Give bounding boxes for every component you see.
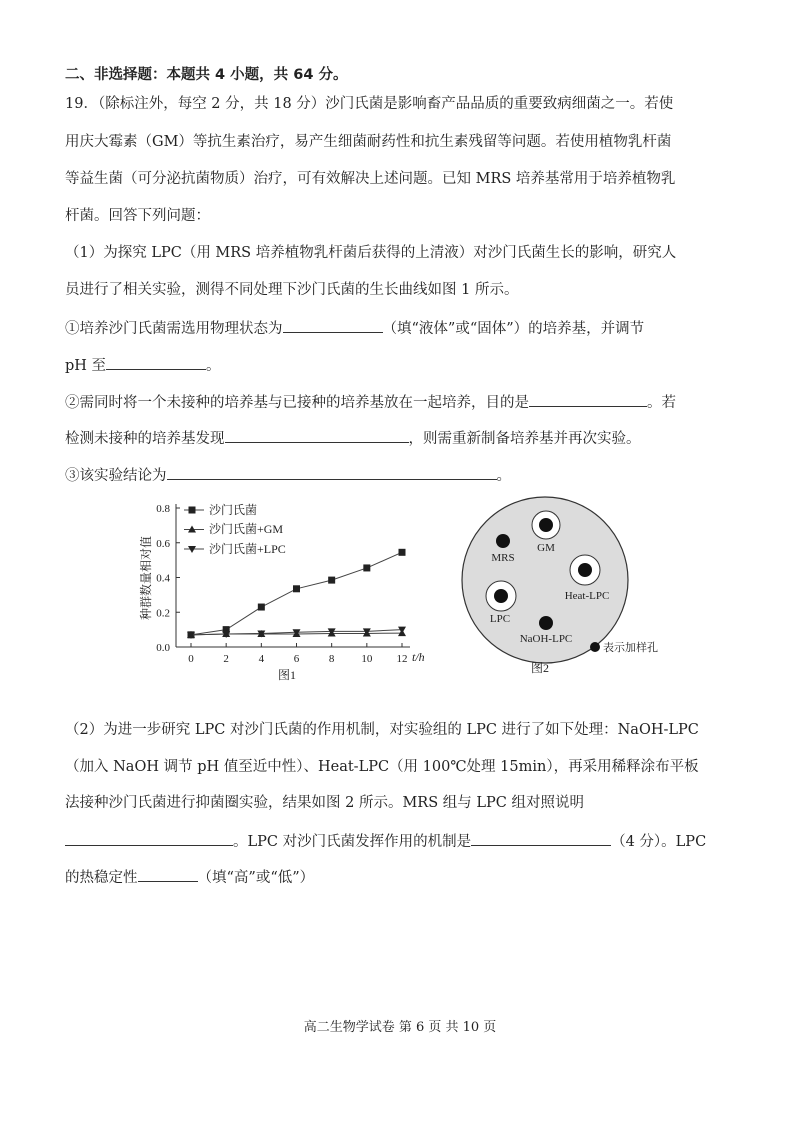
marker-square [293, 585, 300, 592]
section-title: 二、非选择题：本题共 4 小题，共 64 分。 [65, 67, 348, 83]
marker-square [328, 577, 335, 584]
y-tick-label: 0.0 [156, 642, 170, 654]
answer-blank-7[interactable] [471, 830, 611, 846]
question-line: （1）为探究 LPC（用 MRS 培养植物乳杆菌后获得的上清液）对沙门氏菌生长的影响，研究人 [65, 245, 677, 261]
y-tick-label: 0.4 [156, 572, 170, 585]
answer-blank-8[interactable] [138, 866, 198, 882]
question-line: 员进行了相关实验，测得不同处理下沙门氏菌的生长曲线如图 1 所示。 [65, 282, 519, 298]
well-label: MRS [491, 552, 515, 564]
q1a2-text-post: 。 [206, 358, 221, 374]
marker-square [363, 564, 370, 571]
well-label: LPC [489, 613, 511, 625]
question-2-line: （2）为进一步研究 LPC 对沙门氏菌的作用机制，对实验组的 LPC 进行了如下处理：NaOH-LPC [65, 722, 699, 738]
legend-label: 沙门氏菌+LPC [209, 542, 286, 556]
q1b2-text-post: ，则需重新制备培养基并再次实验。 [408, 431, 641, 447]
series-line [191, 552, 402, 635]
y-tick-label: 0.6 [156, 537, 170, 550]
well-dot [539, 616, 553, 630]
chart-legend [184, 502, 286, 556]
y-axis-label: 种群数量相对值 [139, 535, 153, 621]
figure-2-caption: 图2 [530, 661, 550, 675]
q1b-text-post: 。若 [647, 395, 676, 411]
x-tick-label: 0 [188, 653, 194, 665]
answer-blank-6[interactable] [65, 830, 233, 846]
marker-square [189, 507, 196, 514]
q2e-text: 的热稳定性 [65, 870, 138, 886]
marker-square [399, 549, 406, 556]
q2d-text-post: （4 分）。LPC [611, 834, 707, 850]
x-axis-label: t/h [412, 650, 425, 664]
y-tick-label: 0.2 [156, 607, 170, 620]
marker-square [258, 604, 265, 611]
q1c-text-post: 。 [496, 468, 511, 484]
x-tick-label: 10 [361, 653, 373, 665]
question-line: 等益生菌（可分泌抗菌物质）治疗，可有效解决上述问题。已知 MRS 培养基常用于培养植物乳 [65, 171, 676, 187]
well-legend-icon [590, 642, 600, 652]
well-dot [494, 589, 508, 603]
well-label: NaOH-LPC [519, 633, 573, 645]
q1a-text-post: （填“液体”或“固体”）的培养基，并调节 [382, 321, 645, 337]
q2e-text-post: （填“高”或“低”） [197, 870, 315, 886]
well-dot [539, 518, 553, 532]
q1b2-text: 检测未接种的培养基发现 [65, 431, 225, 447]
x-tick-label: 8 [328, 653, 335, 665]
x-tick-label: 4 [258, 653, 265, 665]
question-2e [65, 866, 314, 888]
x-tick-label: 6 [293, 653, 300, 665]
q1c-text: ③该实验结论为 [65, 468, 167, 484]
well-label: GM [537, 542, 555, 554]
chart-series [187, 549, 406, 639]
q1a-text: ①培养沙门氏菌需选用物理状态为 [65, 321, 283, 337]
question-2d [65, 830, 706, 852]
q1b-text: ②需同时将一个未接种的培养基与已接种的培养基放在一起培养，目的是 [65, 395, 529, 411]
well-legend-text: 表示加样孔 [603, 642, 658, 654]
legend-label: 沙门氏菌 [209, 503, 258, 517]
question-line: 用庆大霉素（GM）等抗生素治疗，易产生细菌耐药性和抗生素残留等问题。若使用植物乳杆菌 [65, 134, 672, 150]
well-dot [496, 534, 510, 548]
well-label: Heat-LPC [564, 590, 610, 602]
chart-axes [156, 503, 410, 665]
x-tick-label: 2 [223, 653, 229, 665]
page-footer: 高二生物学试卷 第 6 页 共 10 页 [303, 1020, 497, 1035]
question-line: 19．（除标注外，每空 2 分，共 18 分）沙门氏菌是影响畜产品品质的重要致病细菌之一。若使 [65, 96, 674, 112]
question-line: 杆菌。回答下列问题： [65, 208, 210, 224]
figure-1-caption: 图1 [277, 668, 297, 682]
figure-2-petri-dish [462, 497, 658, 675]
q1a2-text: pH 至 [65, 358, 107, 374]
y-tick-label: 0.8 [156, 503, 170, 515]
question-2-line: 法接种沙门氏菌进行抑菌圈实验，结果如图 2 所示。MRS 组与 LPC 组对照说明 [65, 795, 584, 811]
well-dot [578, 563, 592, 577]
q2d-text: 。LPC 对沙门氏菌发挥作用的机制是 [233, 834, 472, 850]
x-tick-label: 12 [396, 653, 408, 665]
question-2-line: （加入 NaOH 调节 pH 值至近中性）、Heat-LPC（用 100℃处理 15min），再采用稀释涂布平板 [65, 759, 699, 775]
legend-label: 沙门氏菌+GM [209, 522, 284, 536]
